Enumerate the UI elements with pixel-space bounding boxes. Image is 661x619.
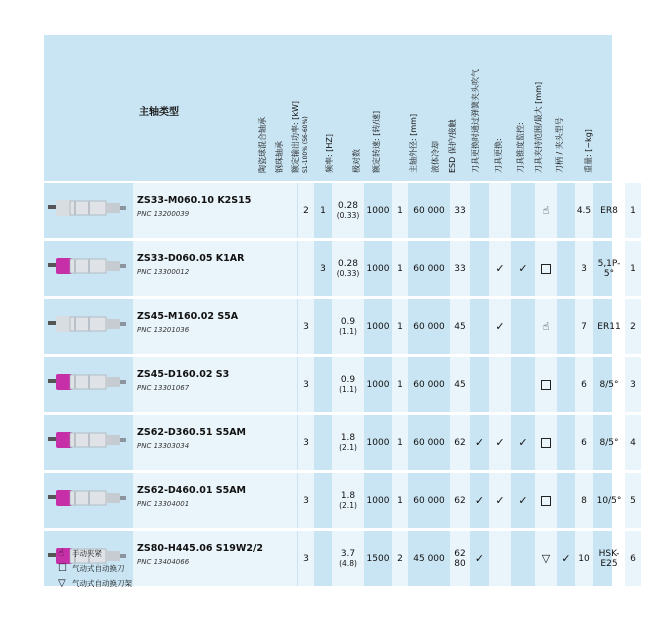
cell-esd bbox=[489, 415, 511, 470]
cell-cool bbox=[471, 357, 488, 412]
cell-poles bbox=[392, 241, 408, 296]
cell-collet bbox=[594, 531, 624, 586]
cell-poles bbox=[392, 473, 408, 528]
freq-value: 1000 bbox=[366, 495, 390, 506]
freq-value: 1000 bbox=[366, 321, 390, 332]
clamp-value: 3 bbox=[581, 263, 587, 274]
cell-weight bbox=[625, 357, 641, 412]
square-icon bbox=[541, 496, 551, 506]
power-peak-value: (2.1) bbox=[339, 500, 357, 510]
legend-item-hand: ☝ 手动夹紧 bbox=[58, 548, 102, 559]
cell-ceramic bbox=[298, 241, 314, 296]
cell-dia bbox=[450, 357, 470, 412]
ceramic-value: 3 bbox=[303, 437, 309, 448]
cell-air bbox=[512, 473, 534, 528]
cell-air bbox=[512, 183, 534, 238]
spindle-image bbox=[44, 183, 132, 238]
model-name: ZS80-H445.06 S19W2/2 bbox=[137, 543, 264, 554]
cell-power bbox=[332, 183, 364, 238]
table-row bbox=[44, 415, 636, 470]
power-value: 3.7 bbox=[340, 548, 356, 559]
cell-collet bbox=[594, 357, 624, 412]
cell-dia bbox=[450, 473, 470, 528]
cell-power bbox=[332, 473, 364, 528]
cell-clamp bbox=[575, 357, 593, 412]
cell-air bbox=[512, 241, 534, 296]
cell-collet bbox=[594, 415, 624, 470]
cell-speed bbox=[409, 241, 449, 296]
cell-poles bbox=[392, 415, 408, 470]
poles-value: 1 bbox=[397, 321, 403, 332]
freq-value: 1000 bbox=[366, 379, 390, 390]
poles-value: 1 bbox=[397, 205, 403, 216]
cell-air bbox=[512, 415, 534, 470]
square-icon bbox=[541, 380, 551, 390]
cell-change bbox=[535, 473, 557, 528]
power-value: 0.9 bbox=[340, 316, 356, 327]
cell-steel bbox=[315, 415, 331, 470]
pnc-number: PNC 13200039 bbox=[137, 210, 190, 218]
cell-poles bbox=[392, 531, 408, 586]
cell-cool bbox=[471, 473, 488, 528]
diameter-value: 62 bbox=[454, 495, 466, 506]
model-name: ZS45-D160.02 S3 bbox=[137, 369, 230, 380]
cell-change bbox=[535, 357, 557, 412]
cell-freq bbox=[365, 299, 391, 354]
weight-value: 6 bbox=[630, 553, 636, 564]
cell-steel bbox=[315, 473, 331, 528]
clamp-value: 7 bbox=[581, 321, 587, 332]
power-value: 0.28 bbox=[337, 200, 359, 211]
cell-poles bbox=[392, 357, 408, 412]
cell-ceramic bbox=[298, 299, 314, 354]
freq-value: 1000 bbox=[366, 263, 390, 274]
power-peak-value: (4.8) bbox=[339, 558, 357, 568]
cell-freq bbox=[365, 473, 391, 528]
power-peak-value: (1.1) bbox=[339, 384, 357, 394]
freq-value: 1500 bbox=[366, 553, 390, 564]
cell-clamp bbox=[575, 415, 593, 470]
model-cell bbox=[133, 357, 297, 412]
power-value: 1.8 bbox=[340, 490, 356, 501]
cell-ceramic bbox=[298, 357, 314, 412]
table-row bbox=[44, 299, 636, 354]
cell-weight bbox=[625, 531, 641, 586]
pnc-number: PNC 13300012 bbox=[137, 268, 190, 276]
clamp-value: 10 bbox=[578, 553, 590, 564]
cell-steel bbox=[315, 299, 331, 354]
cell-poles bbox=[392, 299, 408, 354]
cell-steel bbox=[315, 357, 331, 412]
steel-value: 3 bbox=[320, 263, 326, 274]
model-name: ZS62-D460.01 S5AM bbox=[137, 485, 247, 496]
hand-icon: ☝ bbox=[58, 548, 65, 559]
model-name: ZS33-D060.05 K1AR bbox=[137, 253, 245, 264]
diameter-value: 62 bbox=[454, 437, 466, 448]
diameter-value-2: 80 bbox=[454, 558, 466, 569]
triangle-icon: ▽ bbox=[58, 578, 66, 589]
cell-clamp bbox=[575, 531, 593, 586]
spindle-image bbox=[44, 299, 132, 354]
ceramic-value: 3 bbox=[303, 379, 309, 390]
cell-ceramic bbox=[298, 473, 314, 528]
table-row bbox=[44, 357, 636, 412]
cell-esd bbox=[489, 299, 511, 354]
speed-value: 60 000 bbox=[413, 321, 445, 332]
cell-cool bbox=[471, 241, 488, 296]
ceramic-value: 3 bbox=[303, 321, 309, 332]
square-icon bbox=[541, 264, 551, 274]
spindle-table bbox=[44, 35, 636, 586]
esd-value: ✓ bbox=[495, 262, 505, 275]
weight-value: 4 bbox=[630, 437, 636, 448]
weight-value: 1 bbox=[630, 263, 636, 274]
cell-power bbox=[332, 357, 364, 412]
cell-poles bbox=[392, 183, 408, 238]
clamp-value: 6 bbox=[581, 437, 587, 448]
collet-value: 10/5° bbox=[596, 495, 622, 506]
cell-speed bbox=[409, 357, 449, 412]
air-value: ✓ bbox=[518, 494, 528, 507]
cell-power bbox=[332, 531, 364, 586]
collet-value: HSK-E25 bbox=[598, 548, 620, 569]
diameter-value: 33 bbox=[454, 205, 466, 216]
speed-value: 45 000 bbox=[413, 553, 445, 564]
weight-value: 3 bbox=[630, 379, 636, 390]
cell-esd bbox=[489, 241, 511, 296]
cell-cool bbox=[471, 299, 488, 354]
cell-speed bbox=[409, 473, 449, 528]
speed-value: 60 000 bbox=[413, 205, 445, 216]
cell-cool bbox=[471, 415, 488, 470]
steel-value: 1 bbox=[320, 205, 326, 216]
cell-collet bbox=[594, 299, 624, 354]
spindle-image bbox=[44, 357, 132, 412]
cell-freq bbox=[365, 183, 391, 238]
ceramic-value: 3 bbox=[303, 495, 309, 506]
cell-change bbox=[535, 299, 557, 354]
cell-air bbox=[512, 357, 534, 412]
freq-value: 1000 bbox=[366, 437, 390, 448]
cell-power bbox=[332, 415, 364, 470]
cell-esd bbox=[489, 357, 511, 412]
hand-icon: ☝ bbox=[542, 320, 550, 333]
cell-freq bbox=[365, 415, 391, 470]
cell-ceramic bbox=[298, 531, 314, 586]
cell-esd bbox=[489, 183, 511, 238]
cell-speed bbox=[409, 183, 449, 238]
cool-value: ✓ bbox=[474, 552, 485, 565]
cell-clamp bbox=[575, 299, 593, 354]
ceramic-value: 3 bbox=[303, 553, 309, 564]
collet-value: ER8 bbox=[600, 205, 618, 216]
cell-collet bbox=[594, 183, 624, 238]
square-icon bbox=[541, 438, 551, 448]
esd-value: ✓ bbox=[495, 436, 505, 449]
cell-change bbox=[535, 241, 557, 296]
square-icon: ☐ bbox=[58, 563, 67, 574]
model-cell bbox=[133, 299, 297, 354]
collet-value: ER11 bbox=[597, 321, 621, 332]
cell-dia bbox=[450, 183, 470, 238]
clamp-value: 6 bbox=[581, 379, 587, 390]
weight-value: 5 bbox=[630, 495, 636, 506]
spindle-image bbox=[44, 473, 132, 528]
power-peak-value: (1.1) bbox=[339, 326, 357, 336]
cell-dia bbox=[450, 241, 470, 296]
cell-freq bbox=[365, 241, 391, 296]
legend-item-triangle: ▽ 气动式自动换刀架 bbox=[58, 578, 132, 589]
collet-value: 8/5° bbox=[599, 437, 619, 448]
table-row bbox=[44, 473, 636, 528]
cell-collet bbox=[594, 241, 624, 296]
cell-speed bbox=[409, 415, 449, 470]
cell-weight bbox=[625, 241, 641, 296]
cell-air bbox=[512, 531, 534, 586]
air-value: ✓ bbox=[518, 262, 528, 275]
cell-freq bbox=[365, 531, 391, 586]
weight-value: 1 bbox=[630, 205, 636, 216]
diameter-value: 33 bbox=[454, 263, 466, 274]
cell-esd bbox=[489, 473, 511, 528]
cell-monitor bbox=[558, 357, 574, 412]
table-header: 主轴类型 陶瓷球混合轴承 钢珠轴承 额定输出功率: [kW] S1-100% (S6-60%) 频率: [HZ] 极对数 额定转速: [转/速] 主轴外径: [mm] 液体冷却 ESD 保护/接触 刀具更换时通过弹簧夹头吹气 刀具更换: 刀具锥度监控: 刀具夹持范围/最大 [mm] 刀柄 / 夹头型号 重量: [~kg] bbox=[44, 35, 612, 181]
poles-value: 1 bbox=[397, 495, 403, 506]
monitor-value: ✓ bbox=[561, 552, 571, 565]
esd-value: ✓ bbox=[495, 494, 505, 507]
cell-air bbox=[512, 299, 534, 354]
cell-monitor bbox=[558, 415, 574, 470]
hand-icon: ☝ bbox=[542, 204, 550, 217]
cell-monitor bbox=[558, 299, 574, 354]
esd-value: ✓ bbox=[495, 320, 505, 333]
cell-change bbox=[535, 531, 557, 586]
poles-value: 1 bbox=[397, 263, 403, 274]
cell-freq bbox=[365, 357, 391, 412]
cell-change bbox=[535, 183, 557, 238]
cell-monitor bbox=[558, 531, 574, 586]
clamp-value: 4.5 bbox=[576, 205, 592, 216]
cell-speed bbox=[409, 531, 449, 586]
power-peak-value: (2.1) bbox=[339, 442, 357, 452]
cell-speed bbox=[409, 299, 449, 354]
cell-monitor bbox=[558, 241, 574, 296]
cell-steel bbox=[315, 183, 331, 238]
table-row bbox=[44, 241, 636, 296]
cell-dia bbox=[450, 531, 470, 586]
diameter-value: 45 bbox=[454, 379, 466, 390]
pnc-number: PNC 13301067 bbox=[137, 384, 190, 392]
cell-ceramic bbox=[298, 183, 314, 238]
poles-value: 1 bbox=[397, 379, 403, 390]
power-peak-value: (0.33) bbox=[336, 210, 360, 220]
pnc-number: PNC 13303034 bbox=[137, 442, 190, 450]
table-row bbox=[44, 183, 636, 238]
cell-change bbox=[535, 415, 557, 470]
cell-cool bbox=[471, 531, 488, 586]
speed-value: 60 000 bbox=[413, 263, 445, 274]
cell-steel bbox=[315, 531, 331, 586]
cool-value: ✓ bbox=[474, 436, 485, 449]
air-value: ✓ bbox=[518, 436, 528, 449]
collet-value: 5,1P-5° bbox=[597, 258, 621, 279]
cell-monitor bbox=[558, 183, 574, 238]
pnc-number: PNC 13404066 bbox=[137, 558, 190, 566]
cell-collet bbox=[594, 473, 624, 528]
cell-clamp bbox=[575, 473, 593, 528]
power-value: 1.8 bbox=[340, 432, 356, 443]
cell-esd bbox=[489, 531, 511, 586]
collet-value: 8/5° bbox=[599, 379, 619, 390]
legend bbox=[58, 546, 132, 591]
spindle-image bbox=[44, 241, 132, 296]
cell-weight bbox=[625, 473, 641, 528]
poles-value: 2 bbox=[397, 553, 403, 564]
power-peak-value: (0.33) bbox=[336, 268, 360, 278]
power-value: 0.28 bbox=[337, 258, 359, 269]
cell-power bbox=[332, 299, 364, 354]
spindle-image bbox=[44, 415, 132, 470]
cell-cool bbox=[471, 183, 488, 238]
cell-weight bbox=[625, 299, 641, 354]
cell-weight bbox=[625, 183, 641, 238]
diameter-value: 45 bbox=[454, 321, 466, 332]
legend-item-square: ☐ 气动式自动换刀 bbox=[58, 563, 125, 574]
model-cell bbox=[133, 415, 297, 470]
weight-value: 2 bbox=[630, 321, 636, 332]
pnc-number: PNC 13304001 bbox=[137, 500, 190, 508]
cell-dia bbox=[450, 299, 470, 354]
cell-power bbox=[332, 241, 364, 296]
cell-weight bbox=[625, 415, 641, 470]
model-cell bbox=[133, 473, 297, 528]
model-name: ZS62-D360.51 S5AM bbox=[137, 427, 247, 438]
power-value: 0.9 bbox=[340, 374, 356, 385]
model-name: ZS33-M060.10 K2S15 bbox=[137, 195, 252, 206]
header-title: 主轴类型 bbox=[139, 107, 179, 118]
ceramic-value: 2 bbox=[303, 205, 309, 216]
cell-monitor bbox=[558, 473, 574, 528]
model-cell bbox=[133, 241, 297, 296]
clamp-value: 8 bbox=[581, 495, 587, 506]
model-cell bbox=[133, 531, 297, 586]
freq-value: 1000 bbox=[366, 205, 390, 216]
model-name: ZS45-M160.02 S5A bbox=[137, 311, 239, 322]
model-cell bbox=[133, 183, 297, 238]
cell-steel bbox=[315, 241, 331, 296]
cool-value: ✓ bbox=[474, 494, 485, 507]
cell-clamp bbox=[575, 183, 593, 238]
speed-value: 60 000 bbox=[413, 379, 445, 390]
cell-ceramic bbox=[298, 415, 314, 470]
speed-value: 60 000 bbox=[413, 437, 445, 448]
cell-clamp bbox=[575, 241, 593, 296]
cell-dia bbox=[450, 415, 470, 470]
triangle-icon: ▽ bbox=[541, 552, 551, 565]
poles-value: 1 bbox=[397, 437, 403, 448]
diameter-value: 62 bbox=[454, 548, 466, 559]
speed-value: 60 000 bbox=[413, 495, 445, 506]
pnc-number: PNC 13201036 bbox=[137, 326, 190, 334]
